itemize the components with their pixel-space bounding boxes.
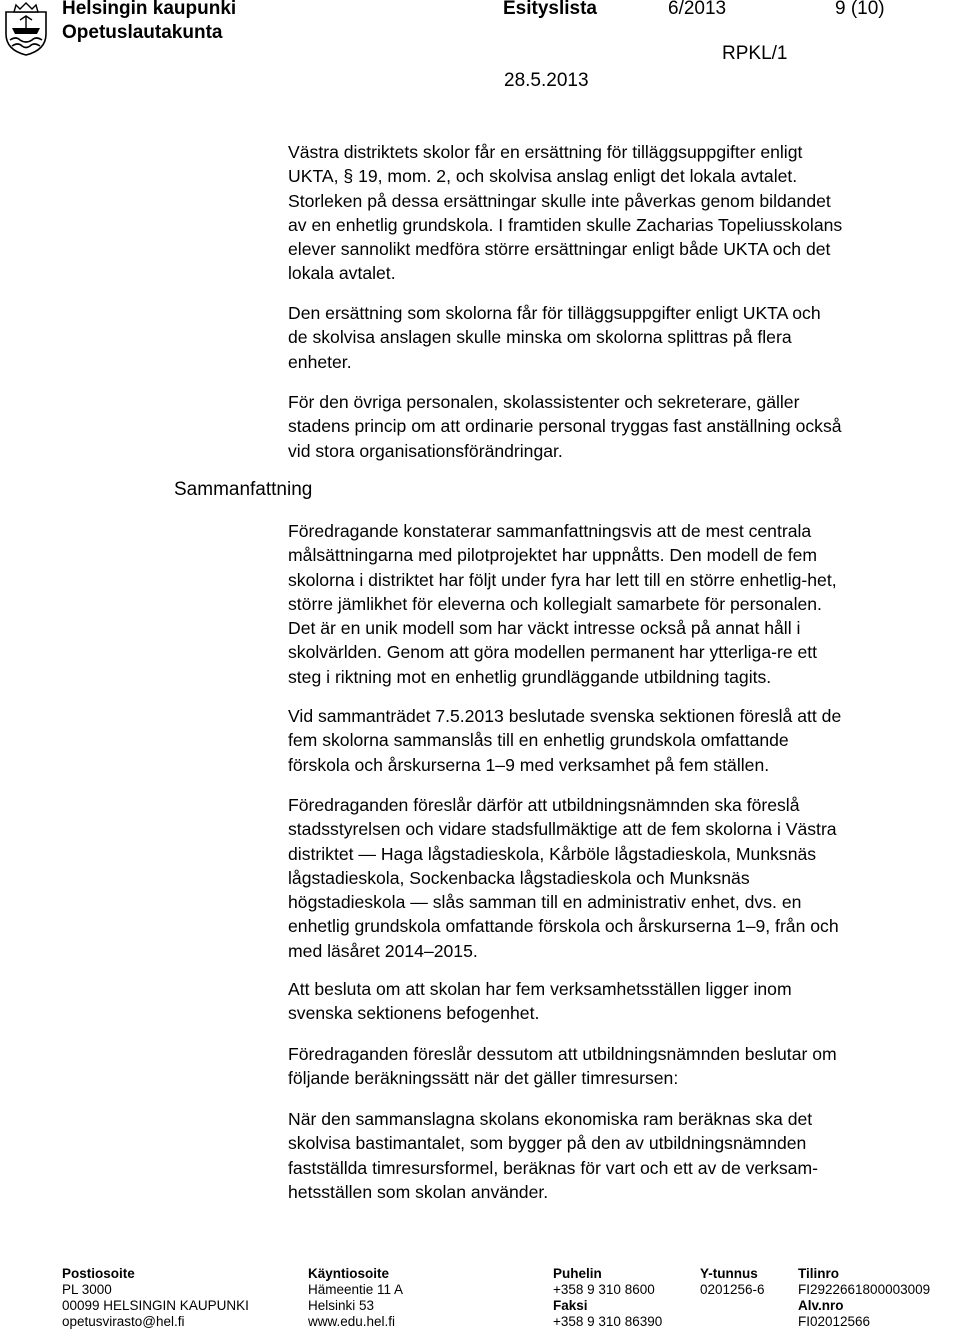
doc-number: 6/2013	[668, 0, 727, 19]
paragraph-2: Den ersättning som skolorna får för tilläggsuppgifter enligt UKTA och de skolvisa anslagen skulle minska om skolorna splittras på flera enheter.	[288, 303, 821, 372]
footer-account: Tilinro FI2922661800003009 Alv.nro FI02012566	[798, 1266, 931, 1329]
helsinki-crest-icon	[4, 2, 48, 56]
footer-postal-address: Postiosoite PL 3000 00099 HELSINGIN KAUPUNKI opetusvirasto@hel.fi	[62, 1266, 249, 1329]
paragraph-4: Föredragande konstaterar sammanfattningsvis att de mest centrala målsättningarna med pilotprojektet har uppnåtts. Den modell de fem skolorna i distriktet har följt under fyra har lett till en större enhetlig-het, större jämlikhet för eleverna och kollegialt samarbete för personalen. Det är en unik modell som har väckt intresse också på annat håll i skolvärlden. Genom att göra modellen permanent har ytterliga-re ett steg i riktning mot en enhetlig grundläggande utbildning tagits.	[288, 521, 837, 687]
doc-type: Esityslista	[503, 0, 597, 19]
paragraph-3: För den övriga personalen, skolassistenter och sekreterare, gäller stadens princip om att ordinarie personal tryggas fast anställning också vid stora organisationsförändringar.	[288, 392, 842, 461]
doc-code: RPKL/1	[722, 43, 788, 64]
paragraph-7: Att besluta om att skolan har fem verksamhetsställen ligger inom svenska sektionens befogenhet.	[288, 979, 792, 1024]
paragraph-5: Vid sammanträdet 7.5.2013 beslutade svenska sektionen föreslå att de fem skolorna sammanslås till en enhetlig grundskola omfattande förskola och årskurserna 1–9 med verksamhet på fem ställen.	[288, 706, 842, 775]
org-name: Helsingin kaupunki	[62, 0, 237, 19]
paragraph-9: När den sammanslagna skolans ekonomiska ram beräknas ska det skolvisa bastimantalet, som bygger på den av utbildningsnämnden fastställda timresursformel, beräknas för vart och ett av de verksam- hetsställen som skolan använder.	[288, 1109, 818, 1202]
footer-web-link[interactable]: www.edu.hel.fi	[308, 1314, 396, 1329]
footer-email-link[interactable]: opetusvirasto@hel.fi	[62, 1314, 185, 1329]
footer-visiting-address: Käyntiosoite Hämeentie 11 A Helsinki 53 www.edu.hel.fi	[308, 1266, 404, 1329]
paragraph-6: Föredraganden föreslår därför att utbildningsnämnden ska föreslå stadsstyrelsen och vidare stadsfullmäktige att de fem skolorna i Västra distriktet — Haga lågstadieskola, Kårböle lågstadieskola, Munksnäs lågstadieskola, Sockenbacka lågstadieskola och Munksnäs högstadieskola — slås samman till en administrativ enhet, dvs. en enhetlig grundskola omfattande förskola och årskurserna 1–9, från och med läsåret 2014–2015.	[288, 795, 839, 961]
paragraph-8: Föredraganden föreslår dessutom att utbildningsnämnden beslutar om följande beräkningssätt när det gäller timresursen:	[288, 1044, 837, 1089]
board-name: Opetuslautakunta	[62, 22, 223, 43]
side-heading: Sammanfattning	[174, 479, 313, 500]
page-number: 9 (10)	[835, 0, 885, 19]
doc-date: 28.5.2013	[504, 70, 589, 91]
paragraph-1: Västra distriktets skolor får en ersättning för tilläggsuppgifter enligt UKTA, § 19, mom. 2, och skolvisa anslag enligt det lokala avtalet. Storleken på dessa ersättningar skulle inte påverkas genom bildandet av en enhetlig grundskola. I framtiden skulle Zacharias Topeliusskolans elever sannolikt medföra större ersättningar enligt både UKTA och det lokala avtalet.	[288, 142, 843, 284]
footer-phone: Puhelin +358 9 310 8600 Faksi +358 9 310 86390	[553, 1266, 663, 1329]
footer-business-id: Y-tunnus 0201256-6	[700, 1266, 765, 1297]
